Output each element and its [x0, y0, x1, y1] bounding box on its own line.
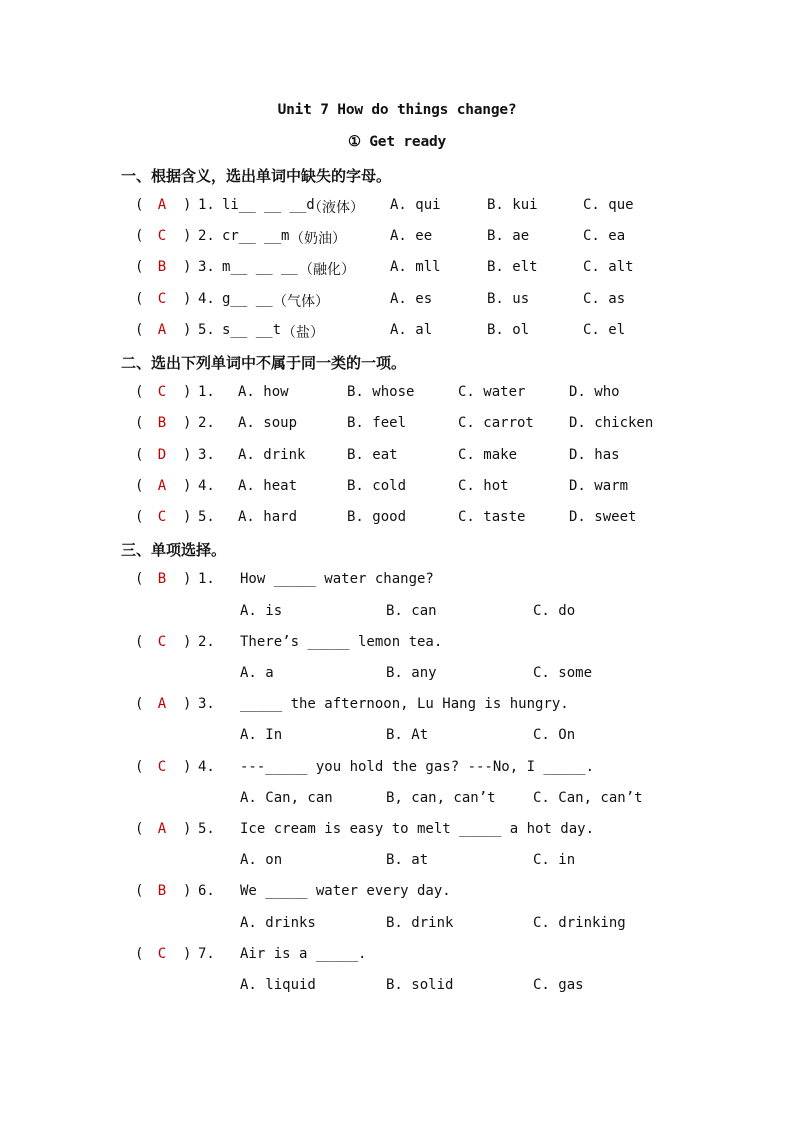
option-b: B. ol [487, 322, 530, 338]
paren-close: ) [183, 571, 192, 587]
answer: B [157, 259, 167, 275]
paren-close: ) [183, 883, 192, 899]
paren-open: ( [135, 509, 144, 525]
paren-open: ( [135, 197, 144, 213]
option-a: A. es [390, 291, 433, 307]
answer: C [157, 384, 167, 400]
answer: C [157, 509, 167, 525]
paren-close: ) [183, 821, 192, 837]
option-b: B. good [347, 509, 407, 525]
word-blank: g__ __ [222, 291, 273, 307]
option-c: C. make [458, 447, 518, 463]
paren-close: ) [183, 291, 192, 307]
option-b: B. us [487, 291, 530, 307]
option-d: D. has [569, 447, 620, 463]
section2-item [0, 509, 794, 529]
meaning-hint: （融化） [299, 262, 355, 278]
paren-open: ( [135, 447, 144, 463]
paren-open: ( [135, 946, 144, 962]
question-text: We _____ water every day. [240, 883, 451, 899]
word-blank: cr__ __m [222, 228, 290, 244]
option-c: C. que [583, 197, 634, 213]
option-a: A. Can, can [240, 790, 333, 806]
answer: C [157, 291, 167, 307]
question-text: _____ the afternoon, Lu Hang is hungry. [240, 696, 569, 712]
question-number: 4. [198, 478, 215, 494]
answer: C [157, 634, 167, 650]
paren-open: ( [135, 883, 144, 899]
meaning-hint: （盐） [282, 325, 324, 341]
option-a: A. a [240, 665, 274, 681]
option-d: D. who [569, 384, 620, 400]
answer: A [157, 478, 167, 494]
section3-question [0, 571, 794, 591]
question-number: 1. [198, 384, 215, 400]
option-a: A. how [238, 384, 289, 400]
section3-question [0, 759, 794, 779]
question-number: 7. [198, 946, 215, 962]
option-c: C. el [583, 322, 626, 338]
meaning-hint: （液体） [308, 200, 364, 216]
section3-question [0, 883, 794, 903]
word-blank: li__ __ __d [222, 197, 315, 213]
option-c: C. taste [458, 509, 526, 525]
answer: A [157, 821, 167, 837]
option-b: B. elt [487, 259, 538, 275]
option-a: A. drinks [240, 915, 316, 931]
option-c: C. alt [583, 259, 634, 275]
question-text: Air is a _____. [240, 946, 367, 962]
paren-close: ) [183, 478, 192, 494]
option-c: C. gas [533, 977, 584, 993]
option-b: B. kui [487, 197, 538, 213]
answer: C [157, 228, 167, 244]
paren-close: ) [183, 322, 192, 338]
option-b: B. solid [386, 977, 454, 993]
answer: C [157, 946, 167, 962]
paren-open: ( [135, 415, 144, 431]
word-blank: s__ __t [222, 322, 282, 338]
option-b: B. ae [487, 228, 530, 244]
section1-item [0, 322, 794, 342]
question-number: 6. [198, 883, 215, 899]
paren-open: ( [135, 259, 144, 275]
paren-open: ( [135, 821, 144, 837]
option-a: A. mll [390, 259, 441, 275]
option-a: A. liquid [240, 977, 316, 993]
question-number: 2. [198, 634, 215, 650]
section2-item [0, 478, 794, 498]
option-b: B, can, can’t [386, 790, 496, 806]
section3-options [0, 727, 794, 747]
paren-close: ) [183, 696, 192, 712]
paren-open: ( [135, 571, 144, 587]
option-a: A. drink [238, 447, 306, 463]
option-b: B. drink [386, 915, 454, 931]
section3-options [0, 790, 794, 810]
option-b: B. At [386, 727, 429, 743]
paren-close: ) [183, 946, 192, 962]
worksheet-subtitle: ① Get ready [347, 134, 447, 150]
question-number: 3. [198, 447, 215, 463]
section1-item [0, 228, 794, 248]
answer: C [157, 759, 167, 775]
paren-open: ( [135, 291, 144, 307]
question-number: 2. [198, 228, 215, 244]
section3-question [0, 634, 794, 654]
question-number: 5. [198, 509, 215, 525]
paren-close: ) [183, 384, 192, 400]
option-a: A. soup [238, 415, 298, 431]
section3-options [0, 915, 794, 935]
section1-item [0, 259, 794, 279]
answer: B [157, 883, 167, 899]
paren-open: ( [135, 478, 144, 494]
option-a: A. ee [390, 228, 433, 244]
option-a: A. qui [390, 197, 441, 213]
option-a: A. al [390, 322, 433, 338]
paren-open: ( [135, 228, 144, 244]
question-number: 4. [198, 291, 215, 307]
option-a: A. hard [238, 509, 298, 525]
section3-question [0, 696, 794, 716]
option-c: C. in [533, 852, 576, 868]
option-b: B. whose [347, 384, 415, 400]
option-c: C. drinking [533, 915, 626, 931]
section3-heading: 三、单项选择。 [121, 541, 227, 559]
section2-heading: 二、选出下列单词中不属于同一类的一项。 [121, 354, 407, 372]
section3-options [0, 603, 794, 623]
section1-item [0, 291, 794, 311]
option-a: A. is [240, 603, 283, 619]
option-b: B. can [386, 603, 437, 619]
paren-close: ) [183, 228, 192, 244]
option-a: A. on [240, 852, 283, 868]
answer: B [157, 415, 167, 431]
section1-item [0, 197, 794, 217]
paren-open: ( [135, 759, 144, 775]
section3-options [0, 665, 794, 685]
answer: A [157, 197, 167, 213]
option-a: A. In [240, 727, 283, 743]
section2-item [0, 415, 794, 435]
question-number: 2. [198, 415, 215, 431]
section3-question [0, 821, 794, 841]
option-c: C. water [458, 384, 526, 400]
answer: A [157, 696, 167, 712]
option-b: B. any [386, 665, 437, 681]
section1-heading: 一、根据含义，选出单词中缺失的字母。 [121, 167, 392, 185]
option-c: C. Can, can’t [533, 790, 643, 806]
meaning-hint: （气体） [273, 294, 329, 310]
option-d: D. sweet [569, 509, 637, 525]
option-c: C. carrot [458, 415, 534, 431]
option-a: A. heat [238, 478, 298, 494]
paren-close: ) [183, 634, 192, 650]
option-b: B. at [386, 852, 429, 868]
question-number: 5. [198, 322, 215, 338]
section2-item [0, 447, 794, 467]
paren-close: ) [183, 759, 192, 775]
paren-open: ( [135, 696, 144, 712]
option-c: C. some [533, 665, 593, 681]
paren-close: ) [183, 415, 192, 431]
question-text: There’s _____ lemon tea. [240, 634, 443, 650]
option-b: B. cold [347, 478, 407, 494]
paren-open: ( [135, 322, 144, 338]
paren-close: ) [183, 197, 192, 213]
option-c: C. as [583, 291, 626, 307]
word-blank: m__ __ __ [222, 259, 298, 275]
worksheet-title: Unit 7 How do things change? [277, 102, 517, 118]
answer: D [157, 447, 167, 463]
question-number: 4. [198, 759, 215, 775]
option-c: C. hot [458, 478, 509, 494]
question-text: ---_____ you hold the gas? ---No, I _____. [240, 759, 595, 775]
option-c: C. On [533, 727, 576, 743]
paren-open: ( [135, 634, 144, 650]
section3-options [0, 852, 794, 872]
option-d: D. chicken [569, 415, 654, 431]
paren-close: ) [183, 259, 192, 275]
question-text: How _____ water change? [240, 571, 434, 587]
question-number: 1. [198, 197, 215, 213]
question-number: 1. [198, 571, 215, 587]
question-number: 3. [198, 696, 215, 712]
option-c: C. do [533, 603, 576, 619]
question-number: 3. [198, 259, 215, 275]
meaning-hint: （奶油） [290, 231, 346, 247]
paren-open: ( [135, 384, 144, 400]
section2-item [0, 384, 794, 404]
option-b: B. feel [347, 415, 407, 431]
answer: A [157, 322, 167, 338]
question-number: 5. [198, 821, 215, 837]
paren-close: ) [183, 509, 192, 525]
paren-close: ) [183, 447, 192, 463]
option-d: D. warm [569, 478, 629, 494]
option-b: B. eat [347, 447, 398, 463]
section3-question [0, 946, 794, 966]
answer: B [157, 571, 167, 587]
question-text: Ice cream is easy to melt _____ a hot day. [240, 821, 595, 837]
section3-options [0, 977, 794, 997]
option-c: C. ea [583, 228, 626, 244]
